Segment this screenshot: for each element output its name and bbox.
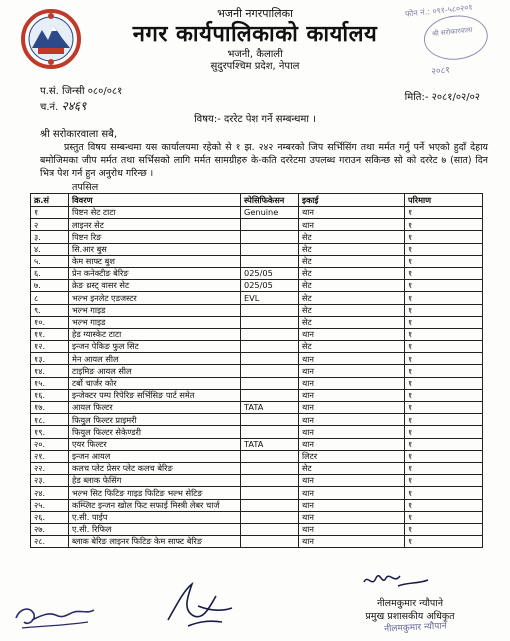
cell-description: भल्भ सिट फिटिङ गाइड फिटिङ भल्भ सेटिङ [69, 487, 241, 499]
cell-unit: थान [299, 365, 405, 377]
cell-quantity: १ [405, 231, 483, 243]
cell-unit: थान [299, 499, 405, 511]
cell-quantity: १ [405, 377, 483, 389]
cell-unit: थान [299, 389, 405, 401]
cell-unit: थान [299, 475, 405, 487]
cell-quantity: १ [405, 353, 483, 365]
table-row [31, 462, 483, 474]
cell-quantity: १ [405, 438, 483, 450]
cell-sn: ९. [31, 304, 69, 316]
cell-specification: 025/05 [241, 267, 299, 279]
cell-quantity: १ [405, 328, 483, 340]
handwritten-signature-middle [158, 576, 238, 632]
table-row [31, 243, 483, 255]
cell-description: हेड ब्लाक फेसिंग [69, 475, 241, 487]
subject-line: विषय:- दररेट पेश गर्ने सम्बन्धमा । [194, 114, 316, 125]
cell-unit: थान [299, 523, 405, 535]
cell-quantity: १ [405, 475, 483, 487]
cell-quantity: १ [405, 316, 483, 328]
cell-specification [241, 499, 299, 511]
table-row [31, 487, 483, 499]
cell-unit: थान [299, 377, 405, 389]
cell-unit: थान [299, 414, 405, 426]
cell-description: सि.आर बुस [69, 243, 241, 255]
table-row [31, 499, 483, 511]
cell-description: टाइमिङ आयल सील [69, 365, 241, 377]
table-row [31, 328, 483, 340]
cell-specification [241, 475, 299, 487]
cell-unit: थान [299, 426, 405, 438]
cell-specification [241, 462, 299, 474]
cell-quantity: १ [405, 341, 483, 353]
cell-description: ब्लाक बेरिङ लाइनर फिटिङ केम साफ्ट बेरिङ [69, 536, 241, 548]
cell-sn: १०. [31, 316, 69, 328]
cell-unit: सेट [299, 231, 405, 243]
received-stamp [400, 0, 503, 81]
cell-description: प्रेन कनेक्टीङ बेरिङ [69, 267, 241, 279]
municipality-name: भजनी नगरपालिका [217, 7, 293, 20]
cell-specification: Genuine [241, 207, 299, 219]
cell-sn: १ [31, 207, 69, 219]
cell-sn: ३. [31, 231, 69, 243]
chalani-value: २४६९ [61, 99, 87, 113]
cell-sn: २६. [31, 511, 69, 523]
cell-quantity: १ [405, 219, 483, 231]
cell-specification [241, 414, 299, 426]
cell-quantity: १ [405, 243, 483, 255]
col-header-sn: क्र.सं [31, 194, 69, 207]
cell-sn: १२. [31, 341, 69, 353]
cell-sn: २१. [31, 450, 69, 462]
stamp-date: २०८१ [430, 65, 451, 78]
cell-quantity: १ [405, 267, 483, 279]
cell-sn: २४. [31, 487, 69, 499]
cell-quantity: १ [405, 523, 483, 535]
cell-specification [241, 328, 299, 340]
stamp-phone: फोन नं.: ०९१-५८०२०१ [404, 2, 474, 19]
table-row [31, 523, 483, 535]
signatory-name: नीलमकुमार न्यौपाने [376, 598, 444, 609]
table-row [31, 389, 483, 401]
cell-specification [241, 341, 299, 353]
cell-unit: थान [299, 438, 405, 450]
cell-quantity: १ [405, 304, 483, 316]
cell-specification [241, 536, 299, 548]
cell-description: इन्जेक्टर पम्प रिपेरिङ सर्भिसिङ पार्ट समेत [69, 389, 241, 401]
cell-specification [241, 389, 299, 401]
cell-description: भल्भ गाइड [69, 304, 241, 316]
cell-specification [241, 450, 299, 462]
cell-unit: लिटर [299, 450, 405, 462]
cell-unit: थान [299, 328, 405, 340]
chalani-label: च.नं. [40, 102, 59, 113]
cell-description: इन्जन पेकिङ फुल सिट [69, 341, 241, 353]
cell-description: फियुल फिल्टर प्राइमरी [69, 414, 241, 426]
cell-quantity: १ [405, 487, 483, 499]
table-row [31, 341, 483, 353]
cell-unit: सेट [299, 292, 405, 304]
cell-description: मेन आयल सील [69, 353, 241, 365]
cell-unit: थान [299, 353, 405, 365]
cell-sn: २७. [31, 523, 69, 535]
cell-description: हेड ग्यास्केट टाटा [69, 328, 241, 340]
cell-sn: ११. [31, 328, 69, 340]
cell-specification: EVL [241, 292, 299, 304]
cell-quantity: १ [405, 414, 483, 426]
cell-unit: थान [299, 402, 405, 414]
table-row [31, 292, 483, 304]
cell-sn: २३. [31, 475, 69, 487]
table-row [31, 353, 483, 365]
details-heading: तपसिल [72, 182, 99, 193]
cell-sn: २८. [31, 536, 69, 548]
cell-specification [241, 353, 299, 365]
cell-quantity: १ [405, 402, 483, 414]
cell-specification [241, 243, 299, 255]
cell-unit: सेट [299, 316, 405, 328]
cell-specification [241, 487, 299, 499]
cell-specification [241, 426, 299, 438]
office-title: नगर कार्यपालिकाको कार्यालय [132, 22, 378, 47]
cell-quantity: १ [405, 536, 483, 548]
col-header-quantity: परिमाण [405, 194, 483, 207]
cell-specification [241, 304, 299, 316]
cell-quantity: १ [405, 255, 483, 267]
cell-sn: १७. [31, 402, 69, 414]
table-body [31, 207, 483, 548]
cell-sn: १९. [31, 426, 69, 438]
cell-unit: सेट [299, 243, 405, 255]
table-row [31, 207, 483, 219]
cell-unit: थान [299, 487, 405, 499]
cell-quantity: १ [405, 462, 483, 474]
table-row [31, 536, 483, 548]
col-header-description: विवरण [69, 194, 241, 207]
cell-description: फियुल फिल्टर सेकेण्डरी [69, 426, 241, 438]
stamp-text: श्री सरोकारवाला [431, 25, 473, 39]
cell-sn: ६. [31, 267, 69, 279]
cell-specification: TATA [241, 402, 299, 414]
cell-quantity: १ [405, 499, 483, 511]
cell-sn: २५. [31, 499, 69, 511]
items-table [30, 193, 483, 548]
cell-sn: ४. [31, 243, 69, 255]
cell-sn: २ [31, 219, 69, 231]
table-row [31, 402, 483, 414]
table-row [31, 438, 483, 450]
office-province: सुदुरपश्चिम प्रदेश, नेपाल [210, 61, 300, 72]
cell-specification [241, 255, 299, 267]
table-row [31, 255, 483, 267]
cell-description: केम साफ्ट बुश [69, 255, 241, 267]
cell-quantity: १ [405, 365, 483, 377]
cell-unit: थान [299, 536, 405, 548]
cell-specification: 025/05 [241, 280, 299, 292]
cell-quantity: १ [405, 450, 483, 462]
cell-unit: थान [299, 219, 405, 231]
table-row [31, 267, 483, 279]
signatory-role: प्रमुख प्रशासकीय अधिकृत [365, 611, 455, 622]
table-row [31, 316, 483, 328]
cell-description: टर्बो चार्जर कोर [69, 377, 241, 389]
cell-description: आयल फिल्टर [69, 402, 241, 414]
col-header-specification: स्पेसिफिकेसन [241, 194, 299, 207]
handwritten-signature-right [354, 568, 434, 598]
cell-sn: १३. [31, 353, 69, 365]
salutation: श्री सरोकारवाला सबै, [40, 129, 117, 140]
cell-quantity: १ [405, 426, 483, 438]
table-row [31, 231, 483, 243]
name-stamp: नीलमकुमार न्यौपाने [383, 621, 447, 635]
cell-quantity: १ [405, 280, 483, 292]
body-paragraph: प्रस्तुत विषय सम्बन्धमा यस कार्यालयमा रहेको से १ झ. २४२ नम्बरको जिप सर्भिसिंग तथा मर्मत गर्नु पर्ने भएको हुदाँ देहाय बमोजिमका जीप मर्मत तथा सर्भिसको लागि मर्मत सामग्रीहरु के-कति दररेटमा उपलब्ध गराउन सकिन्छ सो को दररेट ७ (सात) दिन भित्र पेश गर्न हुन अनुरोध गरिन्छ । [40, 142, 488, 179]
cell-specification [241, 511, 299, 523]
cell-description: भल्भ गाइड [69, 316, 241, 328]
table-row [31, 280, 483, 292]
table-row [31, 414, 483, 426]
cell-specification: TATA [241, 438, 299, 450]
cell-quantity: १ [405, 292, 483, 304]
patra-sankhya: प.सं. जिन्सी ०८०/०८१ [40, 86, 123, 97]
cell-description: एयर फिल्टर [69, 438, 241, 450]
cell-sn: १८. [31, 414, 69, 426]
cell-description: ए.सी. रिफिल [69, 523, 241, 535]
cell-description: भल्भ इनलेट एडजस्टर [69, 292, 241, 304]
cell-unit: थान [299, 207, 405, 219]
cell-specification [241, 523, 299, 535]
cell-specification [241, 377, 299, 389]
table-row [31, 365, 483, 377]
cell-unit: थान [299, 511, 405, 523]
letter-date: मिति:- २०८१/०२/०२ [404, 92, 480, 103]
cell-unit: सेट [299, 255, 405, 267]
cell-unit: सेट [299, 341, 405, 353]
table-header-row [31, 194, 483, 207]
cell-unit: सेट [299, 462, 405, 474]
cell-sn: ७. [31, 280, 69, 292]
table-row [31, 450, 483, 462]
cell-sn: २०. [31, 438, 69, 450]
cell-sn: १६. [31, 389, 69, 401]
cell-specification [241, 219, 299, 231]
table-row [31, 304, 483, 316]
cell-specification [241, 365, 299, 377]
table-row [31, 377, 483, 389]
cell-description: क्रेङ थ्रस्ट् वासर सेट [69, 280, 241, 292]
table-row [31, 426, 483, 438]
cell-unit: सेट [299, 267, 405, 279]
cell-description: लाइनर सेट [69, 219, 241, 231]
handwritten-signature-left [10, 596, 100, 636]
table-row [31, 475, 483, 487]
cell-description: पिष्टन रिङ [69, 231, 241, 243]
cell-unit: सेट [299, 304, 405, 316]
cell-sn: ५. [31, 255, 69, 267]
col-header-unit: इकाई [299, 194, 405, 207]
cell-unit: सेट [299, 280, 405, 292]
cell-sn: ८ [31, 292, 69, 304]
cell-specification [241, 316, 299, 328]
cell-description: कम्प्लिट इन्जन खोल फिट सफाई मिस्त्री लेबर चार्ज [69, 499, 241, 511]
table-row [31, 219, 483, 231]
cell-specification [241, 231, 299, 243]
office-address: भजनी, कैलाली [227, 49, 283, 60]
cell-description: पिष्टन सेट टाटा [69, 207, 241, 219]
cell-quantity: १ [405, 511, 483, 523]
cell-description: कलच प्लेट प्रेसर प्लेट कलच बेरिङ [69, 462, 241, 474]
cell-sn: २२. [31, 462, 69, 474]
table-row [31, 511, 483, 523]
cell-description: ए.सी. पाईप [69, 511, 241, 523]
cell-description: इन्जन आयल [69, 450, 241, 462]
cell-sn: १५. [31, 377, 69, 389]
cell-quantity: १ [405, 207, 483, 219]
cell-quantity: १ [405, 389, 483, 401]
cell-sn: १४. [31, 365, 69, 377]
